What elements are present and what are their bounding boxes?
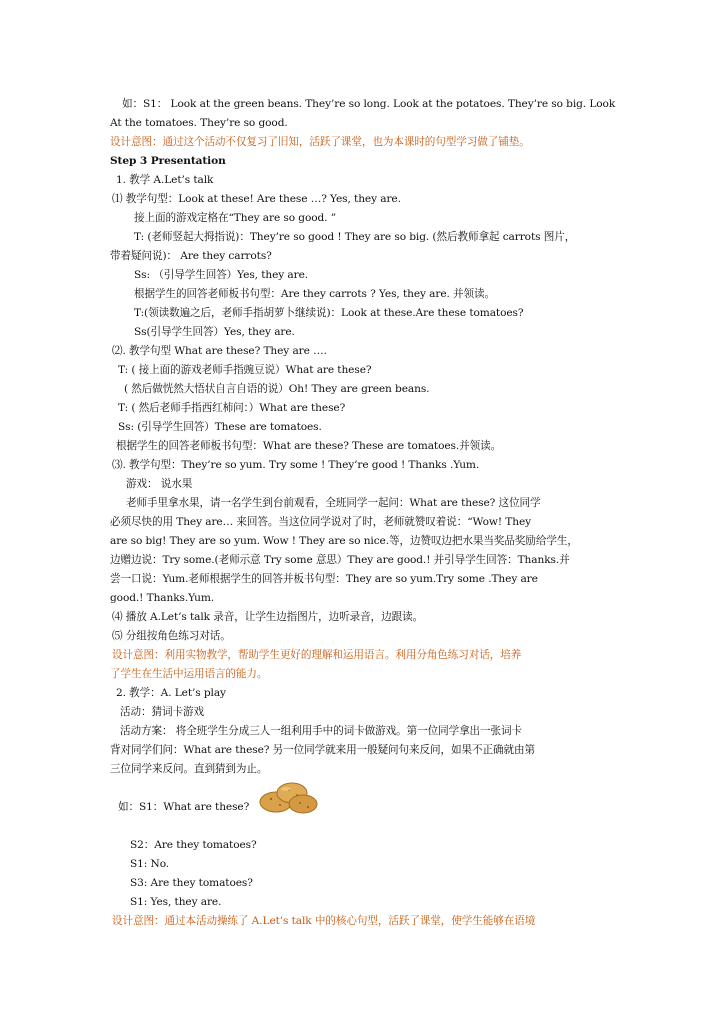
text-line: 尝一口说：Yum.老师根据学生的回答并板书句型：They are so yum.Try some .They are	[110, 573, 538, 585]
subsection-heading: ⑸ 分组按角色练习对话。	[112, 630, 231, 642]
text-line: Ss: （引导学生回答）Yes, they are.	[134, 269, 309, 281]
text-line: T: ( 接上面的游戏老师手指豌豆说）What are these?	[118, 364, 372, 376]
text-line: 根据学生的回答老师板书句型：What are these? These are tomatoes.并领读。	[116, 440, 502, 452]
dialogue-line: S2：Are they tomatoes?	[130, 839, 257, 851]
text-line: 三位同学来反问。直到猜到为止。	[110, 763, 268, 775]
section-heading: 2. 教学：A. Let’s play	[116, 687, 226, 699]
design-intent-note: 设计意图：通过本活动操练了 A.Let’s talk 中的核心句型，活跃了课堂，使学生能够在语境	[112, 915, 536, 927]
text-line: 接上面的游戏定格在“They are so good. ”	[134, 212, 337, 224]
text-line: 游戏： 说水果	[126, 478, 193, 490]
dialogue-line: S1: Yes, they are.	[130, 896, 222, 908]
example-line: 如：S1：What are these?	[118, 801, 250, 813]
section-heading: 1. 教学 A.Let’s talk	[116, 174, 214, 186]
text-line: Ss: (引导学生回答）These are tomatoes.	[118, 421, 322, 433]
design-intent-note: 设计意图：通过这个活动不仅复习了旧知，活跃了课堂，也为本课时的句型学习做了铺垫。	[110, 136, 530, 148]
text-line: T: (老师竖起大拇指说)：They’re so good ! They are so big. (然后教师拿起 carrots 图片，	[134, 231, 576, 243]
text-line: 带着疑问说)： Are they carrots?	[110, 250, 272, 262]
example-line: At the tomatoes. They’re so good.	[110, 117, 288, 129]
text-line: 背对同学们问：What are these? 另一位同学就来用一般疑问句来反问，如果不正确就由第	[110, 744, 535, 756]
text-line: are so big! They are so yum. Wow ! They are so nice.等，边赞叹边把水果当奖品奖励给学生，	[110, 535, 578, 547]
text-line: 边赠边说：Try some.(老师示意 Try some 意思）They are good.! 并引导学生回答：Thanks.并	[110, 554, 570, 566]
text-line: ( 然后做恍然大悟状自言自语的说）Oh! They are green beans.	[124, 383, 430, 395]
design-intent-note: 了学生在生活中运用语言的能力。	[110, 668, 268, 680]
dialogue-line: S3: Are they tomatoes?	[130, 877, 253, 889]
text-line: 老师手里拿水果，请一名学生到台前观看，全班同学一起问：What are these? 这位同学	[126, 497, 541, 509]
text-line: 活动方案： 将全班学生分成三人一组利用手中的词卡做游戏。第一位同学拿出一张词卡	[120, 725, 523, 737]
step-heading: Step 3 Presentation	[110, 155, 226, 167]
text-line: 活动：猜词卡游戏	[120, 706, 204, 718]
example-line: 如：S1： Look at the green beans. They’re so long. Look at the potatoes. They’re so big. Look	[122, 98, 616, 110]
text-line: T: ( 然后老师手指西红柿问：）What are these?	[118, 402, 346, 414]
text-line: good.! Thanks.Yum.	[110, 592, 215, 604]
text-line: 必须尽快的用 They are… 来回答。当这位同学说对了时，老师就赞叹着说：“Wow! They	[110, 516, 532, 528]
potatoes-image	[256, 778, 320, 816]
text-line: 根据学生的回答老师板书句型：Are they carrots ? Yes, they are. 并领读。	[134, 288, 496, 300]
subsection-heading: ⑷ 播放 A.Let’s talk 录音，让学生边指图片，边听录音，边跟读。	[112, 611, 424, 623]
dialogue-line: S1: No.	[130, 858, 170, 870]
text-line: Ss(引导学生回答）Yes, they are.	[134, 326, 295, 338]
subsection-heading: ⑶. 教学句型：They’re so yum. Try some ! They’re good ! Thanks .Yum.	[112, 459, 480, 471]
subsection-heading: ⑴ 教学句型：Look at these! Are these …? Yes, they are.	[112, 193, 401, 205]
text-line: T:(领读数遍之后，老师手指胡萝卜继续说)：Look at these.Are these tomatoes?	[134, 307, 524, 319]
subsection-heading: ⑵. 教学句型 What are these? They are ….	[112, 345, 327, 357]
design-intent-note: 设计意图：利用实物教学，帮助学生更好的理解和运用语言。利用分角色练习对话，培养	[112, 649, 522, 661]
